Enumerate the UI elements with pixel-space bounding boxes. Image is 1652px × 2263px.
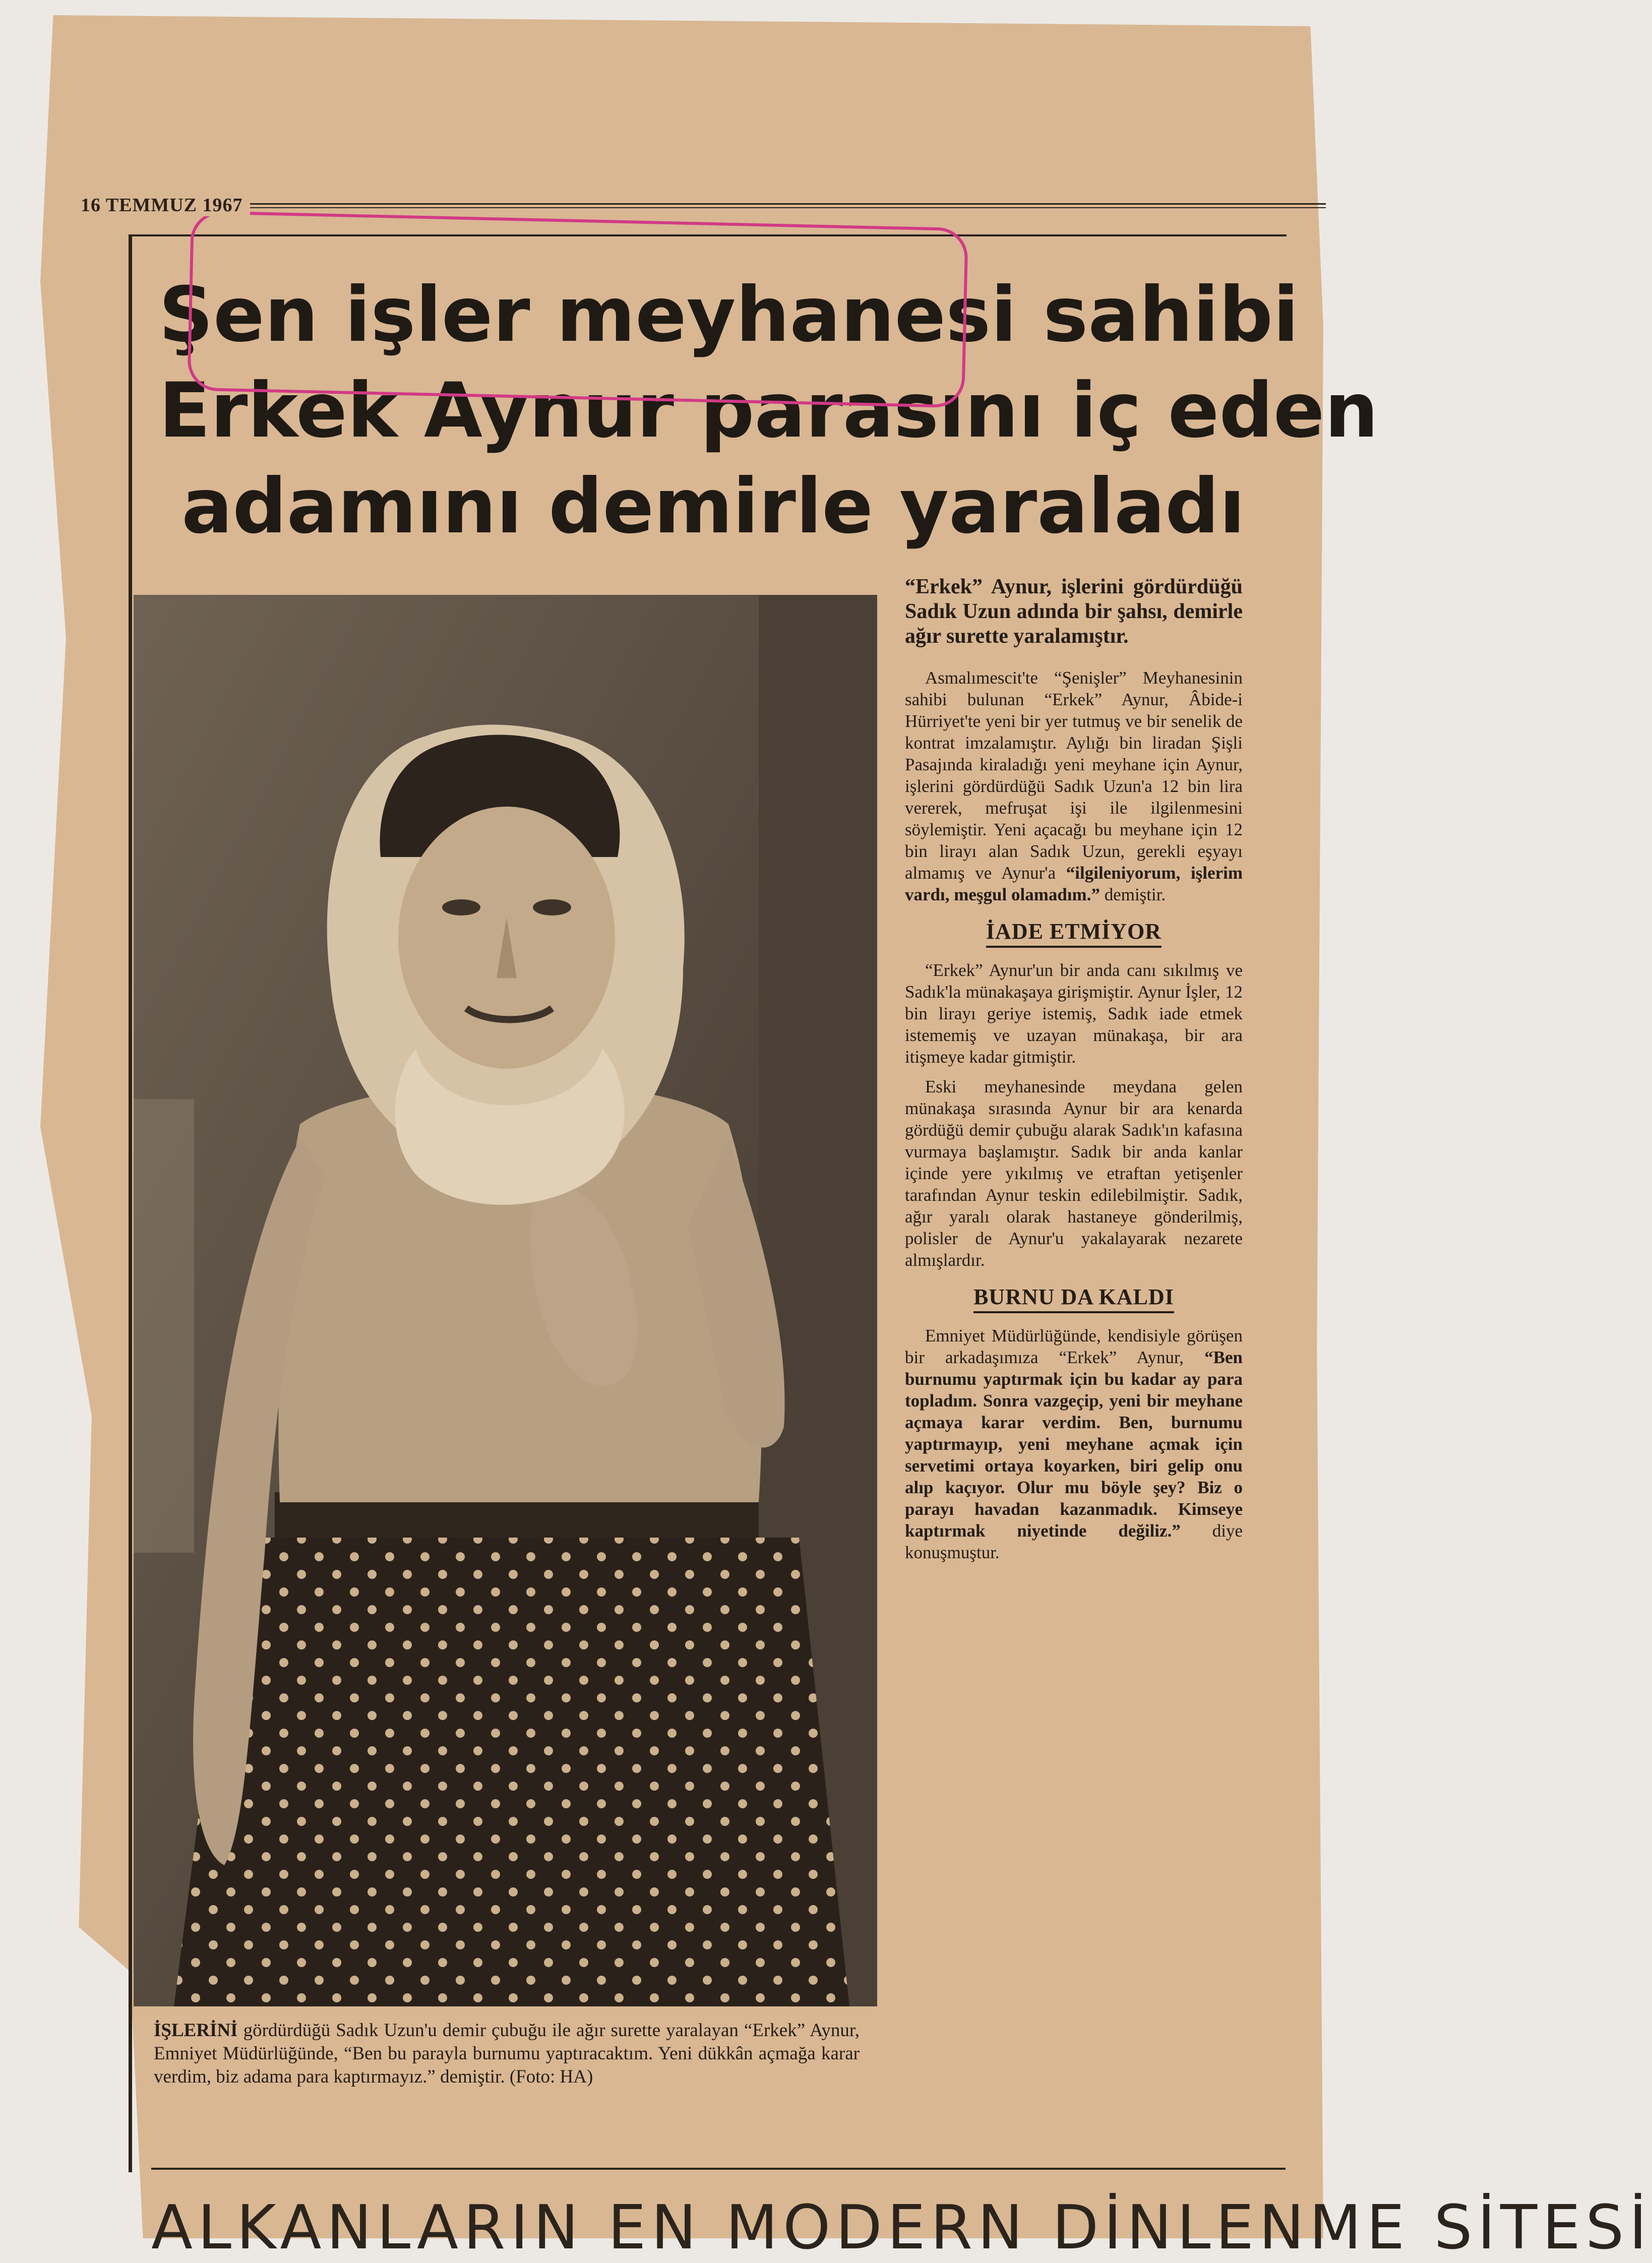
subhead-iade-etmiyor — [905, 919, 1243, 944]
headline-line-3: adamını demirle yaraladı — [181, 463, 1245, 551]
issue-date: 16 TEMMUZ 1967 — [81, 194, 250, 216]
article-paragraph-1 — [905, 667, 1243, 905]
photo-caption — [154, 2019, 860, 2089]
paragraph-1-text: Asmalımescit'te “Şenişler” Meyhanesinin sahibi bulunan “Erkek” Aynur, Âbide-i Hürriyet'te yeni bir yer tutmuş ve bir senelik de kontrat imzalamıştır. Aylığı bin liradan Şişli Pasajında kiraladığı yeni meyhane için Aynur, işlerini gördürdüğü Sadık Uzun'a 12 bin lira vererek, mefruşat işi ile ilgilenmesini söylemiştir. Yeni açacağı bu meyhane için 12 bin lirayı alan Sadık Uzun, gerekli eşyayı almamış ve Aynur'a — [905, 668, 1243, 883]
paragraph-1-end: demiştir. — [1104, 885, 1166, 904]
article-column — [905, 575, 1243, 1571]
article-paragraph-2: “Erkek” Aynur'un bir anda canı sıkılmış ve Sadık'la münakaşaya girişmiştir. Aynur İşler, 12 bin lirayı geriye istemiş, Sadık iade etmek istememiş ve uzayan münakaşa, bir ara itişmeye kadar gitmiştir. — [905, 960, 1243, 1067]
pen-highlight-circle — [187, 211, 968, 408]
subhead-2-text: BURNU DA KALDI — [973, 1285, 1174, 1313]
bottom-rule — [151, 2168, 1286, 2173]
paragraph-4-text: Emniyet Müdürlüğünde, kendisiyle görüşen bir arkadaşımıza “Erkek” Aynur, — [905, 1326, 1243, 1367]
subhead-burnu-da-kaldi — [905, 1284, 1243, 1310]
portrait-photo — [134, 595, 877, 2006]
photo-illustration — [134, 595, 877, 2006]
article-lead: “Erkek” Aynur, işlerini gördürdüğü Sadık Uzun adında bir şahsı, demirle ağır surette yaralamıştır. — [905, 575, 1243, 648]
subhead-1-text: İADE ETMİYOR — [986, 919, 1161, 948]
date-line — [81, 194, 1326, 214]
paragraph-4-quote: “Ben burnumu yaptırmak için bu kadar ay para topladım. Sonra vazgeçip, yeni bir meyhane açmaya karar verdim. Ben, burnumu yaptırmayıp, yeni meyhane açmak için servetimi ortaya koyarken, biri gelip onu alıp kaçıyor. Olur mu böyle şey? Biz o parayı havadan kazanmadık. Kimseye kaptırmak niyetinde değiliz.” — [905, 1348, 1243, 1541]
paragraph-4-end: diye konuşmuştur. — [905, 1521, 1243, 1562]
headline-line-1: Şen işler meyhanesi sahibi — [159, 271, 1299, 359]
date-rule — [81, 203, 1326, 208]
article-paragraph-3: Eski meyhanesinde meydana gelen münakaşa sırasında Aynur bir ara kenarda gördüğü demir çubuğu alarak Sadık'ın kafasına vurmaya başlamıştır. Sadık bir anda kanlar içinde yere yıkılmış ve etraftan yetişenler tarafından Aynur teskin edilebilmiştir. Sadık, ağır yaralı olarak hastaneye gönderilmiş, polisler de Aynur'u yakalayarak nezarete almışlardır. — [905, 1077, 1243, 1270]
headline-line-2: Erkek Aynur parasını iç eden — [159, 367, 1379, 455]
caption-lead: İŞLERİNİ — [154, 2020, 238, 2041]
caption-text: gördürdüğü Sadık Uzun'u demir çubuğu ile ağır surette yaralayan “Erkek” Aynur, Emniyet Müdürlüğünde, “Ben bu parayla burnumu yaptıracaktım. Yeni dükkân açmağa karar verdim, biz adama para kaptırmayız.” demiştir. (Foto: HA) — [154, 2020, 860, 2087]
next-article-headline: ALKANLARIN EN MODERN DİNLENME SİTESİ — [151, 2193, 1652, 2263]
paragraph-1-quote: “ilgileniyorum, işlerim vardı, meşgul olamadım.” — [905, 863, 1243, 904]
article-paragraph-4 — [905, 1325, 1243, 1563]
